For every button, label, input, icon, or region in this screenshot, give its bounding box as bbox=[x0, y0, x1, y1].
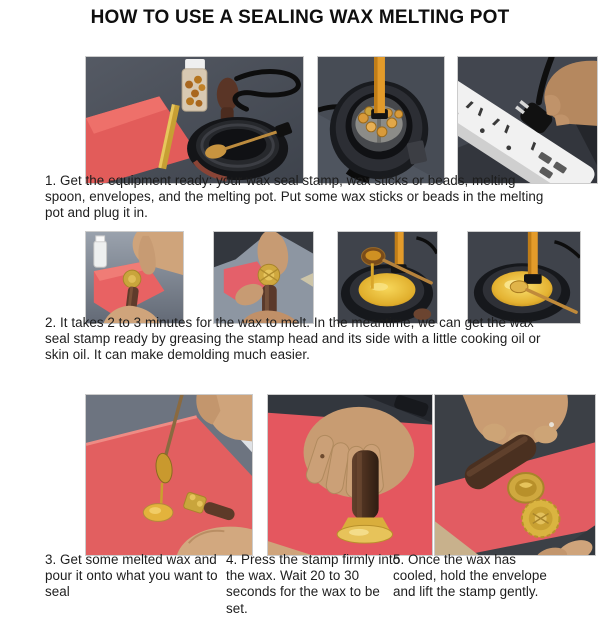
plug-in-photo bbox=[457, 56, 598, 184]
melted-wax-pot-photo bbox=[467, 231, 581, 324]
step-3-text: 3. Get some melted wax and pour it onto what you want to seal bbox=[45, 552, 218, 600]
spoon-over-pot-illustration bbox=[338, 232, 437, 323]
melted-wax-pot-illustration bbox=[468, 232, 580, 323]
press-stamp-illustration bbox=[268, 395, 432, 555]
step-4-text: 4. Press the stamp firmly into the wax. Wait 20 to 30 seconds for the wax to be set. bbox=[226, 552, 401, 616]
grease-stamp-illustration bbox=[86, 232, 183, 323]
plug-in-illustration bbox=[458, 57, 597, 183]
page-title: HOW TO USE A SEALING WAX MELTING POT bbox=[90, 7, 510, 28]
lift-stamp-illustration bbox=[435, 395, 595, 555]
pot-with-beads-photo bbox=[317, 56, 445, 184]
step-1-text: 1. Get the equipment ready: your wax seal stamp, wax sticks or beads, melting spoon, envelopes, and the melting pot. Put some wax sticks or beads in the melting pot and plug it in. bbox=[45, 173, 544, 221]
press-stamp-photo bbox=[267, 394, 433, 556]
pour-wax-on-envelope-photo bbox=[85, 394, 253, 556]
grease-stamp-photo bbox=[85, 231, 184, 324]
grease-stamp-head-illustration bbox=[214, 232, 313, 323]
equipment-ready-photo bbox=[85, 56, 304, 184]
equipment-ready-illustration bbox=[86, 57, 303, 183]
pot-with-beads-illustration bbox=[318, 57, 444, 183]
step-2-text: 2. It takes 2 to 3 minutes for the wax to melt. In the meantime, we can get the wax seal stamp ready by greasing the stamp head and its side with a little cooking oil or skin oil. It can make demolding much easier. bbox=[45, 315, 541, 363]
spoon-over-melting-pot-photo bbox=[337, 231, 438, 324]
grease-stamp-head-photo bbox=[213, 231, 314, 324]
step-5-text: 5. Once the wax has cooled, hold the envelope and lift the stamp gently. bbox=[393, 552, 547, 600]
pour-wax-illustration bbox=[86, 395, 252, 555]
lift-stamp-photo bbox=[434, 394, 596, 556]
